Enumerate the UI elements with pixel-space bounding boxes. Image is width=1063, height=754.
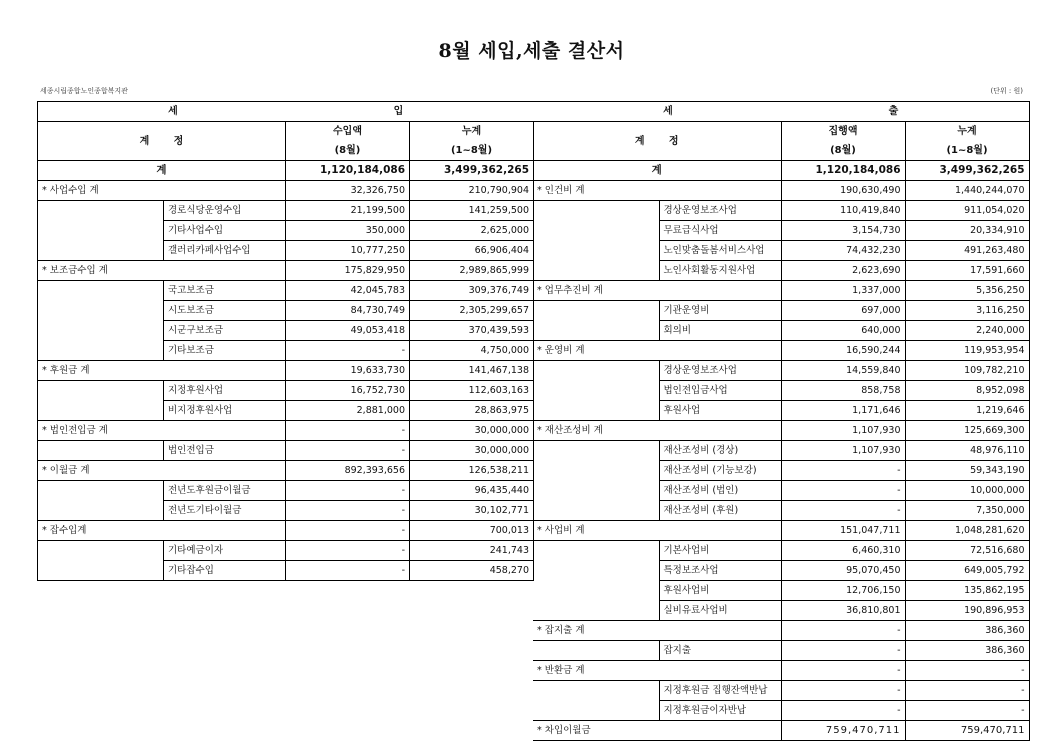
indent-cell bbox=[38, 401, 164, 421]
detail-label: 지정후원사업 bbox=[164, 381, 286, 401]
expense-column-header-row bbox=[533, 122, 1029, 161]
amount-cell: 6,460,310 bbox=[781, 541, 905, 561]
amount-cell: - bbox=[286, 441, 410, 461]
expense-col-account: 계 정 bbox=[533, 122, 781, 161]
income-column-header-row bbox=[38, 122, 534, 161]
detail-row bbox=[38, 561, 534, 581]
amount-cell: 74,432,230 bbox=[781, 241, 905, 261]
indent-cell bbox=[533, 601, 659, 621]
indent-cell bbox=[38, 441, 164, 461]
indent-cell bbox=[533, 701, 659, 721]
amount-cell: - bbox=[286, 341, 410, 361]
group-row bbox=[533, 521, 1029, 541]
group-label: * 이월금 계 bbox=[38, 461, 286, 481]
group-row bbox=[38, 461, 534, 481]
detail-row bbox=[38, 441, 534, 461]
amount-cell: 858,758 bbox=[781, 381, 905, 401]
cumulative-cell: 2,305,299,657 bbox=[410, 301, 534, 321]
amount-cell: - bbox=[286, 521, 410, 541]
detail-label: 전년도기타이월금 bbox=[164, 501, 286, 521]
detail-label: 실비유료사업비 bbox=[659, 601, 781, 621]
group-label: * 잡수입계 bbox=[38, 521, 286, 541]
detail-row bbox=[38, 341, 534, 361]
detail-row bbox=[533, 701, 1029, 721]
cumulative-cell: 109,782,210 bbox=[905, 361, 1029, 381]
detail-label: 기타예금이자 bbox=[164, 541, 286, 561]
group-label: * 보조금수입 계 bbox=[38, 261, 286, 281]
cumulative-cell: 759,470,711 bbox=[905, 721, 1029, 741]
detail-label: 기타잡수입 bbox=[164, 561, 286, 581]
indent-cell bbox=[533, 641, 659, 661]
expense-total-amount: 1,120,184,086 bbox=[781, 161, 905, 181]
indent-cell bbox=[533, 581, 659, 601]
indent-cell bbox=[533, 441, 659, 461]
detail-label: 경상운영보조사업 bbox=[659, 201, 781, 221]
indent-cell bbox=[533, 461, 659, 481]
expense-col-cumulative-label: 누계 bbox=[957, 126, 977, 137]
detail-label: 재산조성비 (후원) bbox=[659, 501, 781, 521]
detail-label: 재산조성비 (법인) bbox=[659, 481, 781, 501]
indent-cell bbox=[38, 241, 164, 261]
detail-label: 법인전입금사업 bbox=[659, 381, 781, 401]
cumulative-cell: 2,240,000 bbox=[905, 321, 1029, 341]
cumulative-cell: 370,439,593 bbox=[410, 321, 534, 341]
indent-cell bbox=[38, 381, 164, 401]
amount-cell: 2,623,690 bbox=[781, 261, 905, 281]
group-row bbox=[533, 661, 1029, 681]
detail-row bbox=[533, 461, 1029, 481]
amount-cell: 190,630,490 bbox=[781, 181, 905, 201]
group-row bbox=[38, 521, 534, 541]
amount-cell: - bbox=[781, 621, 905, 641]
indent-cell bbox=[533, 361, 659, 381]
amount-cell: 3,154,730 bbox=[781, 221, 905, 241]
cumulative-cell: 119,953,954 bbox=[905, 341, 1029, 361]
cumulative-cell: 126,538,211 bbox=[410, 461, 534, 481]
indent-cell bbox=[38, 321, 164, 341]
cumulative-cell: 20,334,910 bbox=[905, 221, 1029, 241]
amount-cell: 49,053,418 bbox=[286, 321, 410, 341]
detail-row bbox=[38, 381, 534, 401]
expense-header-row bbox=[533, 102, 1029, 122]
detail-label: 후원사업 bbox=[659, 401, 781, 421]
detail-label: 잡지출 bbox=[659, 641, 781, 661]
detail-row bbox=[533, 201, 1029, 221]
group-row bbox=[38, 361, 534, 381]
income-total-label: 계 bbox=[38, 161, 286, 181]
amount-cell: 36,810,801 bbox=[781, 601, 905, 621]
cumulative-cell: 141,467,138 bbox=[410, 361, 534, 381]
group-label: * 반환금 계 bbox=[533, 661, 781, 681]
detail-row bbox=[533, 241, 1029, 261]
indent-cell bbox=[533, 381, 659, 401]
amount-cell: 1,107,930 bbox=[781, 421, 905, 441]
cumulative-cell: 386,360 bbox=[905, 621, 1029, 641]
amount-cell: 640,000 bbox=[781, 321, 905, 341]
indent-cell bbox=[533, 261, 659, 281]
detail-row bbox=[38, 481, 534, 501]
detail-label: 갤러리카페사업수입 bbox=[164, 241, 286, 261]
cumulative-cell: 30,000,000 bbox=[410, 421, 534, 441]
detail-label: 시도보조금 bbox=[164, 301, 286, 321]
expense-total-label: 계 bbox=[533, 161, 781, 181]
indent-cell bbox=[533, 241, 659, 261]
detail-label: 노인맞춤돌봄서비스사업 bbox=[659, 241, 781, 261]
amount-cell: 110,419,840 bbox=[781, 201, 905, 221]
detail-label: 지정후원금이자반납 bbox=[659, 701, 781, 721]
income-total-row bbox=[38, 161, 534, 181]
unit-label: (단위 : 원) bbox=[990, 87, 1023, 95]
detail-label: 재산조성비 (기능보강) bbox=[659, 461, 781, 481]
amount-cell: 16,590,244 bbox=[781, 341, 905, 361]
detail-label: 비지정후원사업 bbox=[164, 401, 286, 421]
detail-row bbox=[38, 221, 534, 241]
detail-row bbox=[533, 501, 1029, 521]
indent-cell bbox=[533, 561, 659, 581]
cumulative-cell: 2,625,000 bbox=[410, 221, 534, 241]
detail-row bbox=[533, 481, 1029, 501]
income-col-cumulative-label: 누계 bbox=[461, 126, 482, 137]
indent-cell bbox=[533, 681, 659, 701]
group-label: * 사업수입 계 bbox=[38, 181, 286, 201]
detail-row bbox=[38, 401, 534, 421]
indent-cell bbox=[533, 541, 659, 561]
cumulative-cell: 125,669,300 bbox=[905, 421, 1029, 441]
detail-label: 기타보조금 bbox=[164, 341, 286, 361]
amount-cell: 1,337,000 bbox=[781, 281, 905, 301]
detail-label: 기관운영비 bbox=[659, 301, 781, 321]
group-row bbox=[533, 281, 1029, 301]
indent-cell bbox=[38, 561, 164, 581]
detail-label: 시군구보조금 bbox=[164, 321, 286, 341]
indent-cell bbox=[38, 341, 164, 361]
cumulative-cell: 4,750,000 bbox=[410, 341, 534, 361]
amount-cell: - bbox=[781, 701, 905, 721]
group-label: * 잡지출 계 bbox=[533, 621, 781, 641]
detail-label: 특정보조사업 bbox=[659, 561, 781, 581]
expense-col-cumulative-sub: (1~8월) bbox=[946, 145, 988, 156]
amount-cell: 1,107,930 bbox=[781, 441, 905, 461]
income-col-cumulative-sub: (1~8월) bbox=[450, 145, 493, 156]
cumulative-cell: 112,603,163 bbox=[410, 381, 534, 401]
amount-cell: 32,326,750 bbox=[286, 181, 410, 201]
income-col-amount bbox=[286, 122, 410, 161]
group-label: * 후원금 계 bbox=[38, 361, 286, 381]
detail-label: 회의비 bbox=[659, 321, 781, 341]
detail-label: 경로식당운영수입 bbox=[164, 201, 286, 221]
expense-col-amount bbox=[781, 122, 905, 161]
group-row bbox=[533, 181, 1029, 201]
income-col-amount-label: 수입액 bbox=[333, 126, 362, 137]
amount-cell: 95,070,450 bbox=[781, 561, 905, 581]
amount-cell: 151,047,711 bbox=[781, 521, 905, 541]
amount-cell: - bbox=[781, 681, 905, 701]
detail-row bbox=[533, 601, 1029, 621]
expense-total-row bbox=[533, 161, 1029, 181]
group-label: * 사업비 계 bbox=[533, 521, 781, 541]
detail-label: 재산조성비 (경상) bbox=[659, 441, 781, 461]
amount-cell: 84,730,749 bbox=[286, 301, 410, 321]
indent-cell bbox=[38, 501, 164, 521]
indent-cell bbox=[533, 481, 659, 501]
detail-row bbox=[533, 641, 1029, 661]
cumulative-cell: - bbox=[905, 681, 1029, 701]
income-col-account: 계 정 bbox=[38, 122, 286, 161]
cumulative-cell: 10,000,000 bbox=[905, 481, 1029, 501]
detail-row bbox=[533, 441, 1029, 461]
amount-cell: 21,199,500 bbox=[286, 201, 410, 221]
cumulative-cell: 30,102,771 bbox=[410, 501, 534, 521]
cumulative-cell: 241,743 bbox=[410, 541, 534, 561]
group-label: * 업무추진비 계 bbox=[533, 281, 781, 301]
group-row bbox=[533, 721, 1029, 741]
income-table bbox=[37, 101, 534, 581]
detail-row bbox=[533, 581, 1029, 601]
group-row bbox=[533, 621, 1029, 641]
amount-cell: 16,752,730 bbox=[286, 381, 410, 401]
amount-cell: - bbox=[781, 461, 905, 481]
income-col-cumulative bbox=[410, 122, 534, 161]
cumulative-cell: 5,356,250 bbox=[905, 281, 1029, 301]
detail-row bbox=[38, 321, 534, 341]
amount-cell: - bbox=[286, 501, 410, 521]
indent-cell bbox=[533, 321, 659, 341]
cumulative-cell: 28,863,975 bbox=[410, 401, 534, 421]
expense-col-amount-label: 집행액 bbox=[828, 126, 858, 137]
amount-cell: - bbox=[781, 661, 905, 681]
amount-cell: 350,000 bbox=[286, 221, 410, 241]
amount-cell: - bbox=[781, 501, 905, 521]
indent-cell bbox=[38, 281, 164, 301]
detail-label: 후원사업비 bbox=[659, 581, 781, 601]
detail-label: 지정후원금 집행잔액반납 bbox=[659, 681, 781, 701]
cumulative-cell: 17,591,660 bbox=[905, 261, 1029, 281]
amount-cell: - bbox=[781, 481, 905, 501]
detail-row bbox=[38, 541, 534, 561]
group-row bbox=[533, 421, 1029, 441]
cumulative-cell: 2,989,865,999 bbox=[410, 261, 534, 281]
cumulative-cell: 3,116,250 bbox=[905, 301, 1029, 321]
group-label: * 차입이월금 bbox=[533, 721, 781, 741]
detail-row bbox=[533, 361, 1029, 381]
group-row bbox=[38, 181, 534, 201]
indent-cell bbox=[38, 481, 164, 501]
cumulative-cell: 8,952,098 bbox=[905, 381, 1029, 401]
indent-cell bbox=[38, 301, 164, 321]
cumulative-cell: - bbox=[905, 701, 1029, 721]
indent-cell bbox=[38, 201, 164, 221]
group-row bbox=[38, 421, 534, 441]
group-label: * 법인전입금 계 bbox=[38, 421, 286, 441]
detail-row bbox=[533, 221, 1029, 241]
detail-row bbox=[533, 261, 1029, 281]
cumulative-cell: 141,259,500 bbox=[410, 201, 534, 221]
detail-row bbox=[38, 501, 534, 521]
detail-label: 기본사업비 bbox=[659, 541, 781, 561]
income-section-header: 세 입 bbox=[38, 102, 534, 122]
amount-cell: 19,633,730 bbox=[286, 361, 410, 381]
report-title: 8월 세입,세출 결산서 bbox=[438, 40, 625, 62]
cumulative-cell: 911,054,020 bbox=[905, 201, 1029, 221]
expense-total-cumulative: 3,499,362,265 bbox=[905, 161, 1029, 181]
group-label: * 재산조성비 계 bbox=[533, 421, 781, 441]
detail-row bbox=[533, 301, 1029, 321]
cumulative-cell: 1,048,281,620 bbox=[905, 521, 1029, 541]
cumulative-cell: 309,376,749 bbox=[410, 281, 534, 301]
cumulative-cell: 458,270 bbox=[410, 561, 534, 581]
detail-row bbox=[38, 201, 534, 221]
cumulative-cell: 135,862,195 bbox=[905, 581, 1029, 601]
detail-label: 전년도후원금이월금 bbox=[164, 481, 286, 501]
expense-section-header: 세 출 bbox=[533, 102, 1029, 122]
cumulative-cell: 72,516,680 bbox=[905, 541, 1029, 561]
detail-row bbox=[533, 541, 1029, 561]
group-label: * 인건비 계 bbox=[533, 181, 781, 201]
cumulative-cell: 700,013 bbox=[410, 521, 534, 541]
amount-cell: 2,881,000 bbox=[286, 401, 410, 421]
detail-label: 법인전입금 bbox=[164, 441, 286, 461]
cumulative-cell: - bbox=[905, 661, 1029, 681]
cumulative-cell: 30,000,000 bbox=[410, 441, 534, 461]
income-total-amount: 1,120,184,086 bbox=[286, 161, 410, 181]
detail-label: 노인사회활동지원사업 bbox=[659, 261, 781, 281]
amount-cell: 892,393,656 bbox=[286, 461, 410, 481]
organization-name: 세종시립종합노인종합복지관 bbox=[40, 87, 128, 95]
amount-cell: - bbox=[286, 541, 410, 561]
amount-cell: 175,829,950 bbox=[286, 261, 410, 281]
cumulative-cell: 386,360 bbox=[905, 641, 1029, 661]
indent-cell bbox=[533, 401, 659, 421]
amount-cell: 697,000 bbox=[781, 301, 905, 321]
indent-cell bbox=[38, 541, 164, 561]
detail-label: 무료급식사업 bbox=[659, 221, 781, 241]
indent-cell bbox=[533, 221, 659, 241]
detail-row bbox=[38, 241, 534, 261]
group-row bbox=[38, 261, 534, 281]
detail-label: 경상운영보조사업 bbox=[659, 361, 781, 381]
detail-label: 기타사업수입 bbox=[164, 221, 286, 241]
cumulative-cell: 1,440,244,070 bbox=[905, 181, 1029, 201]
detail-row bbox=[38, 301, 534, 321]
detail-row bbox=[533, 401, 1029, 421]
expense-table bbox=[533, 101, 1030, 741]
detail-row bbox=[533, 681, 1029, 701]
cumulative-cell: 210,790,904 bbox=[410, 181, 534, 201]
amount-cell: - bbox=[286, 561, 410, 581]
indent-cell bbox=[38, 221, 164, 241]
income-header-row bbox=[38, 102, 534, 122]
cumulative-cell: 96,435,440 bbox=[410, 481, 534, 501]
amount-cell: 14,559,840 bbox=[781, 361, 905, 381]
income-total-cumulative: 3,499,362,265 bbox=[410, 161, 534, 181]
group-label: * 운영비 계 bbox=[533, 341, 781, 361]
cumulative-cell: 491,263,480 bbox=[905, 241, 1029, 261]
income-col-amount-sub: (8월) bbox=[334, 145, 361, 156]
indent-cell bbox=[533, 301, 659, 321]
amount-cell: - bbox=[781, 641, 905, 661]
detail-row bbox=[533, 321, 1029, 341]
detail-row bbox=[533, 381, 1029, 401]
detail-row bbox=[38, 281, 534, 301]
detail-label: 국고보조금 bbox=[164, 281, 286, 301]
cumulative-cell: 7,350,000 bbox=[905, 501, 1029, 521]
indent-cell bbox=[533, 201, 659, 221]
amount-cell: 10,777,250 bbox=[286, 241, 410, 261]
amount-cell: 12,706,150 bbox=[781, 581, 905, 601]
expense-col-amount-sub: (8월) bbox=[830, 145, 856, 156]
indent-cell bbox=[533, 501, 659, 521]
cumulative-cell: 59,343,190 bbox=[905, 461, 1029, 481]
expense-col-cumulative bbox=[905, 122, 1029, 161]
cumulative-cell: 190,896,953 bbox=[905, 601, 1029, 621]
cumulative-cell: 649,005,792 bbox=[905, 561, 1029, 581]
amount-cell: 42,045,783 bbox=[286, 281, 410, 301]
amount-cell: 1,171,646 bbox=[781, 401, 905, 421]
amount-cell: - bbox=[286, 421, 410, 441]
cumulative-cell: 48,976,110 bbox=[905, 441, 1029, 461]
amount-cell: - bbox=[286, 481, 410, 501]
group-row bbox=[533, 341, 1029, 361]
cumulative-cell: 1,219,646 bbox=[905, 401, 1029, 421]
cumulative-cell: 66,906,404 bbox=[410, 241, 534, 261]
detail-row bbox=[533, 561, 1029, 581]
amount-cell: 759,470,711 bbox=[781, 721, 905, 741]
